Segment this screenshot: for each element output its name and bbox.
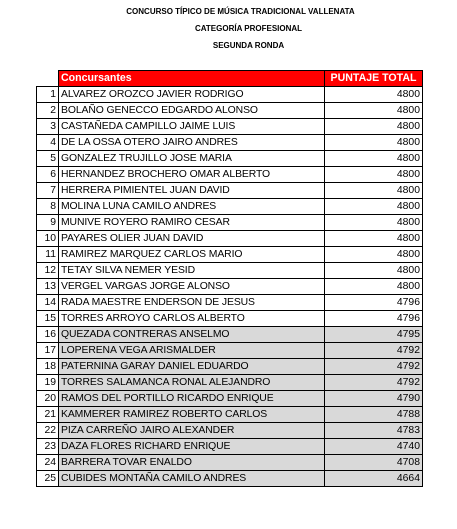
total-score: 4792 — [325, 375, 423, 391]
category-title: CATEGORÍA PROFESIONAL — [194, 24, 303, 33]
contestant-name: CUBIDES MONTAÑA CAMILO ANDRES — [59, 471, 325, 487]
total-score: 4664 — [325, 471, 423, 487]
total-score: 4795 — [325, 327, 423, 343]
contestant-name: GONZALEZ TRUJILLO JOSE MARIA — [59, 151, 325, 167]
table-row — [37, 359, 423, 375]
contestant-name: TORRES ARROYO CARLOS ALBERTO — [59, 311, 325, 327]
total-score: 4796 — [325, 295, 423, 311]
contestant-name: BOLAÑO GENECCO EDGARDO ALONSO — [59, 103, 325, 119]
contestant-name: PIZA CARREÑO JAIRO ALEXANDER — [59, 423, 325, 439]
total-score: 4800 — [325, 151, 423, 167]
contestant-name: HERNANDEZ BROCHERO OMAR ALBERTO — [59, 167, 325, 183]
table-row — [37, 439, 423, 455]
contestant-name: TETAY SILVA NEMER YESID — [59, 263, 325, 279]
total-score: 4788 — [325, 407, 423, 423]
row-number: 24 — [37, 455, 59, 471]
row-number: 9 — [37, 215, 59, 231]
contestant-name: MOLINA LUNA CAMILO ANDRES — [59, 199, 325, 215]
row-number: 6 — [37, 167, 59, 183]
row-number: 16 — [37, 327, 59, 343]
table-row — [37, 263, 423, 279]
contestant-name: PAYARES OLIER JUAN DAVID — [59, 231, 325, 247]
row-number: 12 — [37, 263, 59, 279]
table-header-row — [37, 71, 423, 87]
row-number: 11 — [37, 247, 59, 263]
row-number: 5 — [37, 151, 59, 167]
contestant-name: QUEZADA CONTRERAS ANSELMO — [59, 327, 325, 343]
table-row — [37, 151, 423, 167]
contestant-name: MUNIVE ROYERO RAMIRO CESAR — [59, 215, 325, 231]
contestant-name: RAMOS DEL PORTILLO RICARDO ENRIQUE — [59, 391, 325, 407]
total-score: 4800 — [325, 87, 423, 103]
row-number: 23 — [37, 439, 59, 455]
row-number: 21 — [37, 407, 59, 423]
contestant-name: VERGEL VARGAS JORGE ALONSO — [59, 279, 325, 295]
row-number: 1 — [37, 87, 59, 103]
table-row — [37, 423, 423, 439]
table-row — [37, 87, 423, 103]
table-row — [37, 375, 423, 391]
row-number: 2 — [37, 103, 59, 119]
table-row — [37, 231, 423, 247]
total-score: 4800 — [325, 183, 423, 199]
total-score: 4800 — [325, 247, 423, 263]
table-row — [37, 119, 423, 135]
header-blank-cell — [37, 71, 59, 87]
row-number: 13 — [37, 279, 59, 295]
table-row — [37, 135, 423, 151]
total-score: 4800 — [325, 215, 423, 231]
table-row — [37, 167, 423, 183]
row-number: 19 — [37, 375, 59, 391]
contestant-name: CASTAÑEDA CAMPILLO JAIME LUIS — [59, 119, 325, 135]
total-score: 4792 — [325, 359, 423, 375]
total-score: 4740 — [325, 439, 423, 455]
table-row — [37, 407, 423, 423]
row-number: 4 — [37, 135, 59, 151]
total-score: 4792 — [325, 343, 423, 359]
table-row — [37, 343, 423, 359]
table-row — [37, 103, 423, 119]
contestant-name: KAMMERER RAMIREZ ROBERTO CARLOS — [59, 407, 325, 423]
table-row — [37, 183, 423, 199]
row-number: 15 — [37, 311, 59, 327]
contestant-name: DAZA FLORES RICHARD ENRIQUE — [59, 439, 325, 455]
total-score: 4800 — [325, 119, 423, 135]
total-score: 4708 — [325, 455, 423, 471]
table-row — [37, 199, 423, 215]
table-body — [37, 87, 423, 487]
contestant-name: RAMIREZ MARQUEZ CARLOS MARIO — [59, 247, 325, 263]
row-number: 7 — [37, 183, 59, 199]
table-row — [37, 247, 423, 263]
header-score: PUNTAJE TOTAL — [325, 71, 423, 87]
row-number: 22 — [37, 423, 59, 439]
contestant-name: HERRERA PIMIENTEL JUAN DAVID — [59, 183, 325, 199]
total-score: 4800 — [325, 167, 423, 183]
row-number: 25 — [37, 471, 59, 487]
total-score: 4800 — [325, 199, 423, 215]
round-title: SEGUNDA RONDA — [212, 41, 285, 50]
row-number: 10 — [37, 231, 59, 247]
contestant-name: RADA MAESTRE ENDERSON DE JESUS — [59, 295, 325, 311]
row-number: 14 — [37, 295, 59, 311]
total-score: 4800 — [325, 135, 423, 151]
total-score: 4790 — [325, 391, 423, 407]
row-number: 8 — [37, 199, 59, 215]
total-score: 4783 — [325, 423, 423, 439]
contestant-name: LOPERENA VEGA ARISMALDER — [59, 343, 325, 359]
table-row — [37, 215, 423, 231]
table-row — [37, 391, 423, 407]
header-contestants: Concursantes — [59, 71, 325, 87]
row-number: 3 — [37, 119, 59, 135]
results-table — [36, 70, 423, 487]
contestant-name: BARRERA TOVAR ENALDO — [59, 455, 325, 471]
contestant-name: PATERNINA GARAY DANIEL EDUARDO — [59, 359, 325, 375]
total-score: 4800 — [325, 279, 423, 295]
contestant-name: ALVAREZ OROZCO JAVIER RODRIGO — [59, 87, 325, 103]
table-row — [37, 295, 423, 311]
row-number: 20 — [37, 391, 59, 407]
table-row — [37, 279, 423, 295]
row-number: 18 — [37, 359, 59, 375]
contest-title: CONCURSO TÍPICO DE MÚSICA TRADICIONAL VALLENATA — [126, 7, 355, 16]
table-row — [37, 327, 423, 343]
total-score: 4800 — [325, 263, 423, 279]
table-row — [37, 311, 423, 327]
total-score: 4800 — [325, 103, 423, 119]
row-number: 17 — [37, 343, 59, 359]
total-score: 4796 — [325, 311, 423, 327]
total-score: 4800 — [325, 231, 423, 247]
contestant-name: TORRES SALAMANCA RONAL ALEJANDRO — [59, 375, 325, 391]
table-row — [37, 455, 423, 471]
contestant-name: DE LA OSSA OTERO JAIRO ANDRES — [59, 135, 325, 151]
table-row — [37, 471, 423, 487]
